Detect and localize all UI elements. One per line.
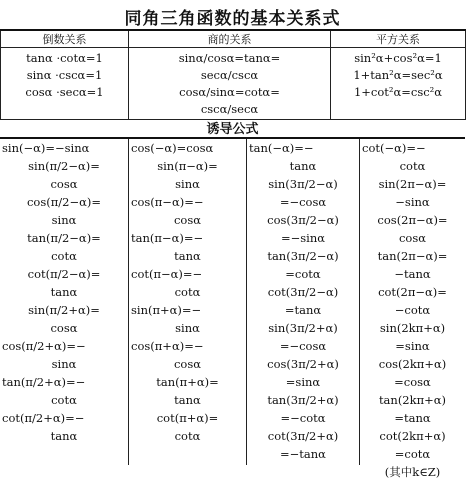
formula-line: cotα <box>174 429 201 443</box>
formula-line: −sinα <box>395 195 430 209</box>
formula-line: cos(−α)=cosα <box>131 141 214 155</box>
formula-line: cot(π/2−α)= <box>27 267 101 281</box>
formula-line: cosα <box>173 357 202 371</box>
formula-line: tanα <box>50 429 78 443</box>
formula-line: sin(π−α)= <box>157 159 218 173</box>
quotient-line: cosα/sinα=cotα= <box>179 85 280 99</box>
formula-line: =−tanα <box>280 447 326 461</box>
formula-line: sin(−α)=−sinα <box>2 141 90 155</box>
formula-line: sin(π/2+α)= <box>28 303 100 317</box>
formula-line: =cosα <box>394 375 431 389</box>
formula-line: =−cotα <box>280 411 326 425</box>
page-title: 同角三角函数的基本关系式 <box>124 9 341 29</box>
formula-line: =cotα <box>394 447 431 461</box>
formula-line: cotα <box>174 285 201 299</box>
basic-relations-table <box>0 29 466 120</box>
formula-line: tan(π+α)= <box>156 375 219 389</box>
formula-line: cotα <box>51 249 77 263</box>
formula-line: sinα <box>51 357 77 371</box>
formula-line: cotα <box>51 393 77 407</box>
formula-line: =sinα <box>285 375 321 389</box>
header-reciprocal: 倒数关系 <box>1 30 129 48</box>
induction-title: 诱导公式 <box>0 119 465 139</box>
header-square: 平方关系 <box>331 30 466 48</box>
reciprocal-cell <box>1 48 129 120</box>
formula-line: cot(π+α)= <box>156 411 219 425</box>
formula-line: tan(3π/2−α) <box>267 249 339 263</box>
formula-line: =tanα <box>284 303 322 317</box>
formula-line: sin(3π/2+α) <box>268 321 338 335</box>
formula-line: sin(2kπ+α) <box>379 321 446 335</box>
formula-line: tan(−α)=− <box>249 141 314 155</box>
header-quotient: 商的关系 <box>129 30 331 48</box>
formula-line: cos(π−α)=− <box>131 195 204 209</box>
formula-line: cot(2kπ+α) <box>379 429 446 443</box>
formula-line: tanα <box>289 159 317 173</box>
formula-line: tan(2kπ+α) <box>378 393 447 407</box>
formula-line: cot(2π−α)= <box>378 285 447 299</box>
formula-line: tanα <box>174 249 201 263</box>
quotient-line: secα/cscα <box>200 68 259 82</box>
formula-line: sin(π+α)=− <box>131 303 202 317</box>
formula-line: =−cosα <box>279 339 327 353</box>
formula-line: cos(3π/2+α) <box>267 357 339 371</box>
formula-line: −cotα <box>394 303 431 317</box>
reciprocal-line: tanα ·cotα=1 <box>26 51 103 65</box>
formula-line: cot(3π/2+α) <box>267 429 339 443</box>
formula-line: =sinα <box>395 339 430 353</box>
formula-line: =tanα <box>394 411 431 425</box>
quotient-cell <box>129 48 331 120</box>
formula-line: cosα <box>50 177 78 191</box>
formula-line: cos(2kπ+α) <box>378 357 447 371</box>
reciprocal-line: sinα ·cscα=1 <box>26 68 103 82</box>
quotient-line: cscα/secα <box>200 102 259 116</box>
formula-line: cot(3π/2−α) <box>267 285 339 299</box>
formula-line: cos(π+α)=− <box>131 339 204 353</box>
formula-line: cos(π/2−α)= <box>26 195 102 209</box>
formula-line: sin(3π/2−α) <box>268 177 338 191</box>
formula-line: cotα <box>399 159 426 173</box>
induction-column-3 <box>246 139 359 465</box>
formula-line: tan(π/2+α)=− <box>2 375 86 389</box>
induction-column-1 <box>0 139 128 465</box>
formula-line: cos(3π/2−α) <box>267 213 339 227</box>
formula-line: cosα <box>173 213 202 227</box>
formula-line: tan(3π/2+α) <box>267 393 339 407</box>
formula-line: tan(π/2−α)= <box>27 231 101 245</box>
formula-line: sinα <box>175 321 200 335</box>
formula-line: tanα <box>50 285 78 299</box>
quotient-line: sinα/cosα=tanα= <box>178 51 281 65</box>
square-line: sin²α+cos²α=1 <box>354 51 442 65</box>
formula-line: cot(π−α)=− <box>131 267 203 281</box>
formula-line: sinα <box>51 213 77 227</box>
induction-column-4 <box>359 139 465 479</box>
formula-line: cos(2π−α)= <box>377 213 448 227</box>
formula-line: −tanα <box>394 267 431 281</box>
induction-formulas <box>0 139 465 479</box>
reciprocal-line: cosα ·secα=1 <box>25 85 104 99</box>
formula-line: =−cosα <box>279 195 327 209</box>
square-line: 1+tan²α=sec²α <box>353 68 443 82</box>
square-cell <box>331 48 466 120</box>
formula-line: sinα <box>175 177 200 191</box>
formula-line: cosα <box>398 231 427 245</box>
formula-line: cosα <box>50 321 78 335</box>
formula-line: (其中k∈Z) <box>384 465 441 479</box>
formula-line: cot(−α)=− <box>362 141 426 155</box>
formula-line: tan(2π−α)= <box>377 249 448 263</box>
formula-line: cos(π/2+α)=− <box>2 339 86 353</box>
formula-line: =cotα <box>285 267 321 281</box>
formula-line: sin(π/2−α)= <box>28 159 100 173</box>
formula-line: =−sinα <box>280 231 326 245</box>
square-line: 1+cot²α=csc²α <box>353 85 443 99</box>
formula-line: cot(π/2+α)=− <box>2 411 85 425</box>
formula-line: tanα <box>174 393 201 407</box>
formula-line: tan(π−α)=− <box>131 231 204 245</box>
formula-line: sin(2π−α)= <box>378 177 447 191</box>
induction-column-2 <box>128 139 246 465</box>
